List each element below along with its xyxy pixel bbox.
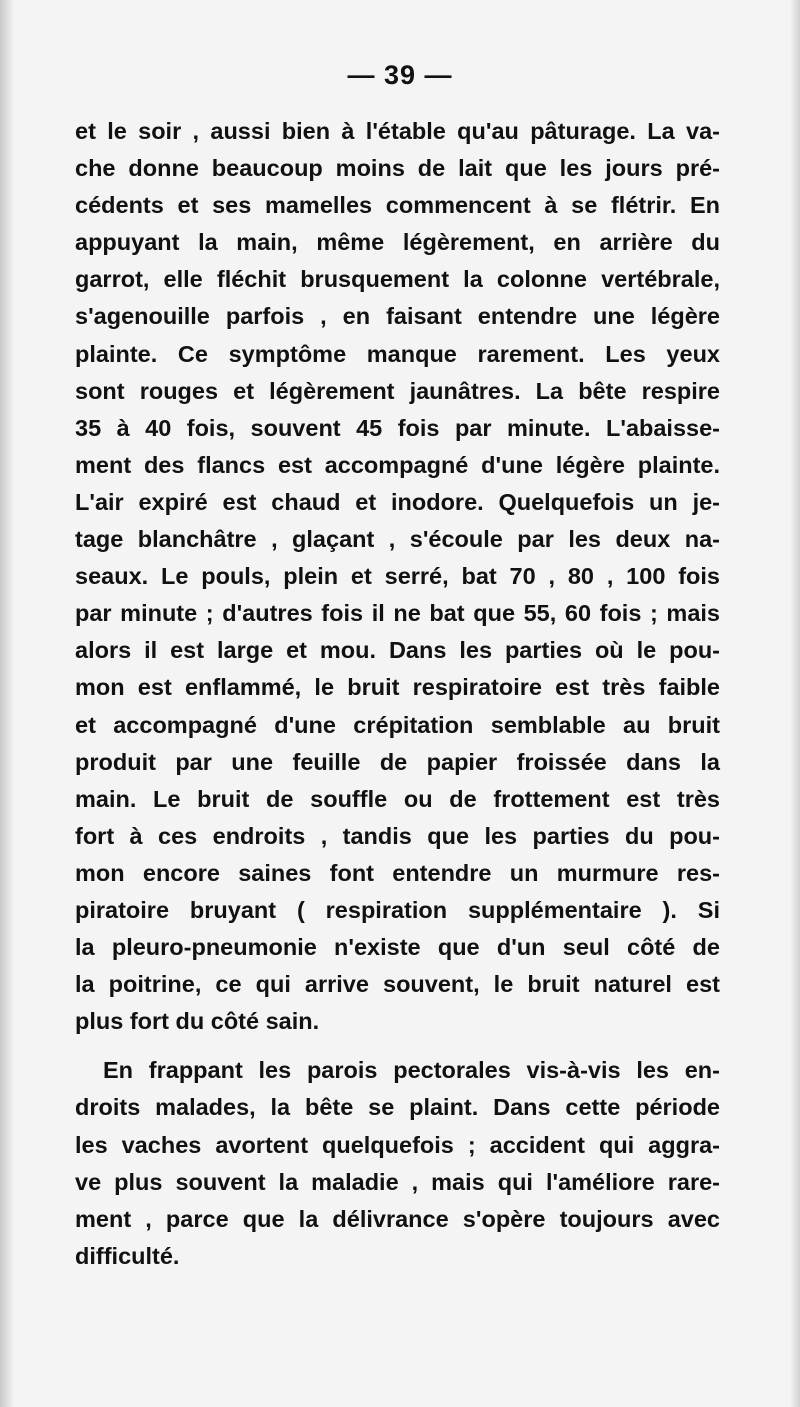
text-line: s'agenouille parfois , en faisant entendre une légère xyxy=(75,303,720,330)
text-line: seaux. Le pouls, plein et serré, bat 70 , 80 , 100 fois xyxy=(75,563,720,590)
text-line: ment , parce que la délivrance s'opère toujours avec xyxy=(75,1205,720,1232)
text-line: la pleuro-pneumonie n'existe que d'un seul côté de xyxy=(75,934,720,961)
text-line: droits malades, la bête se plaint. Dans cette période xyxy=(75,1094,720,1121)
text-line: sont rouges et légèrement jaunâtres. La bête respire xyxy=(75,377,720,404)
text-line: plus fort du côté sain. xyxy=(75,1008,320,1035)
text-line: tage blanchâtre , glaçant , s'écoule par les deux na- xyxy=(75,526,720,553)
text-line: main. Le bruit de souffle ou de frottement est très xyxy=(75,785,720,812)
text-line: che donne beaucoup moins de lait que les jours pré- xyxy=(75,155,720,182)
body-text xyxy=(75,113,720,1275)
text-line: garrot, elle fléchit brusquement la colonne vertébrale, xyxy=(75,266,720,293)
text-line: mon encore saines font entendre un murmure res- xyxy=(75,859,720,886)
paragraph-1 xyxy=(75,113,720,1040)
paragraph-spacer xyxy=(75,1040,720,1052)
text-line: et accompagné d'une crépitation semblable au bruit xyxy=(75,711,720,738)
text-line: et le soir , aussi bien à l'étable qu'au pâturage. La va- xyxy=(75,118,720,144)
text-line: piratoire bruyant ( respiration supplémentaire ). Si xyxy=(75,896,720,923)
text-line: fort à ces endroits , tandis que les parties du pou- xyxy=(75,822,720,849)
text-line: la poitrine, ce qui arrive souvent, le bruit naturel est xyxy=(75,971,720,998)
text-line: les vaches avortent quelquefois ; accident qui aggra- xyxy=(75,1131,720,1158)
text-line: cédents et ses mamelles commencent à se flétrir. En xyxy=(75,192,720,219)
text-line: par minute ; d'autres fois il ne bat que 55, 60 fois ; mais xyxy=(75,600,720,627)
text-line: difficulté. xyxy=(75,1242,180,1269)
page-edge-shadow-right xyxy=(790,0,800,1407)
text-line: En frappant les parois pectorales vis-à-vis les en- xyxy=(103,1057,720,1084)
text-line: L'air expiré est chaud et inodore. Quelquefois un je- xyxy=(75,488,720,515)
text-line: produit par une feuille de papier froissée dans la xyxy=(75,748,720,775)
text-line: appuyant la main, même légèrement, en arrière du xyxy=(75,229,720,256)
text-line: ment des flancs est accompagné d'une légère plainte. xyxy=(75,451,720,478)
paragraph-2 xyxy=(75,1052,720,1275)
text-line: ve plus souvent la maladie , mais qui l'améliore rare- xyxy=(75,1168,720,1195)
text-line: 35 à 40 fois, souvent 45 fois par minute. L'abaisse- xyxy=(75,414,720,441)
text-line: alors il est large et mou. Dans les parties où le pou- xyxy=(75,637,720,664)
page-edge-shadow-left xyxy=(0,0,14,1407)
page-number: — 39 — xyxy=(347,60,453,90)
text-line: mon est enflammé, le bruit respiratoire est très faible xyxy=(75,674,720,701)
text-line: plainte. Ce symptôme manque rarement. Les yeux xyxy=(75,340,720,367)
